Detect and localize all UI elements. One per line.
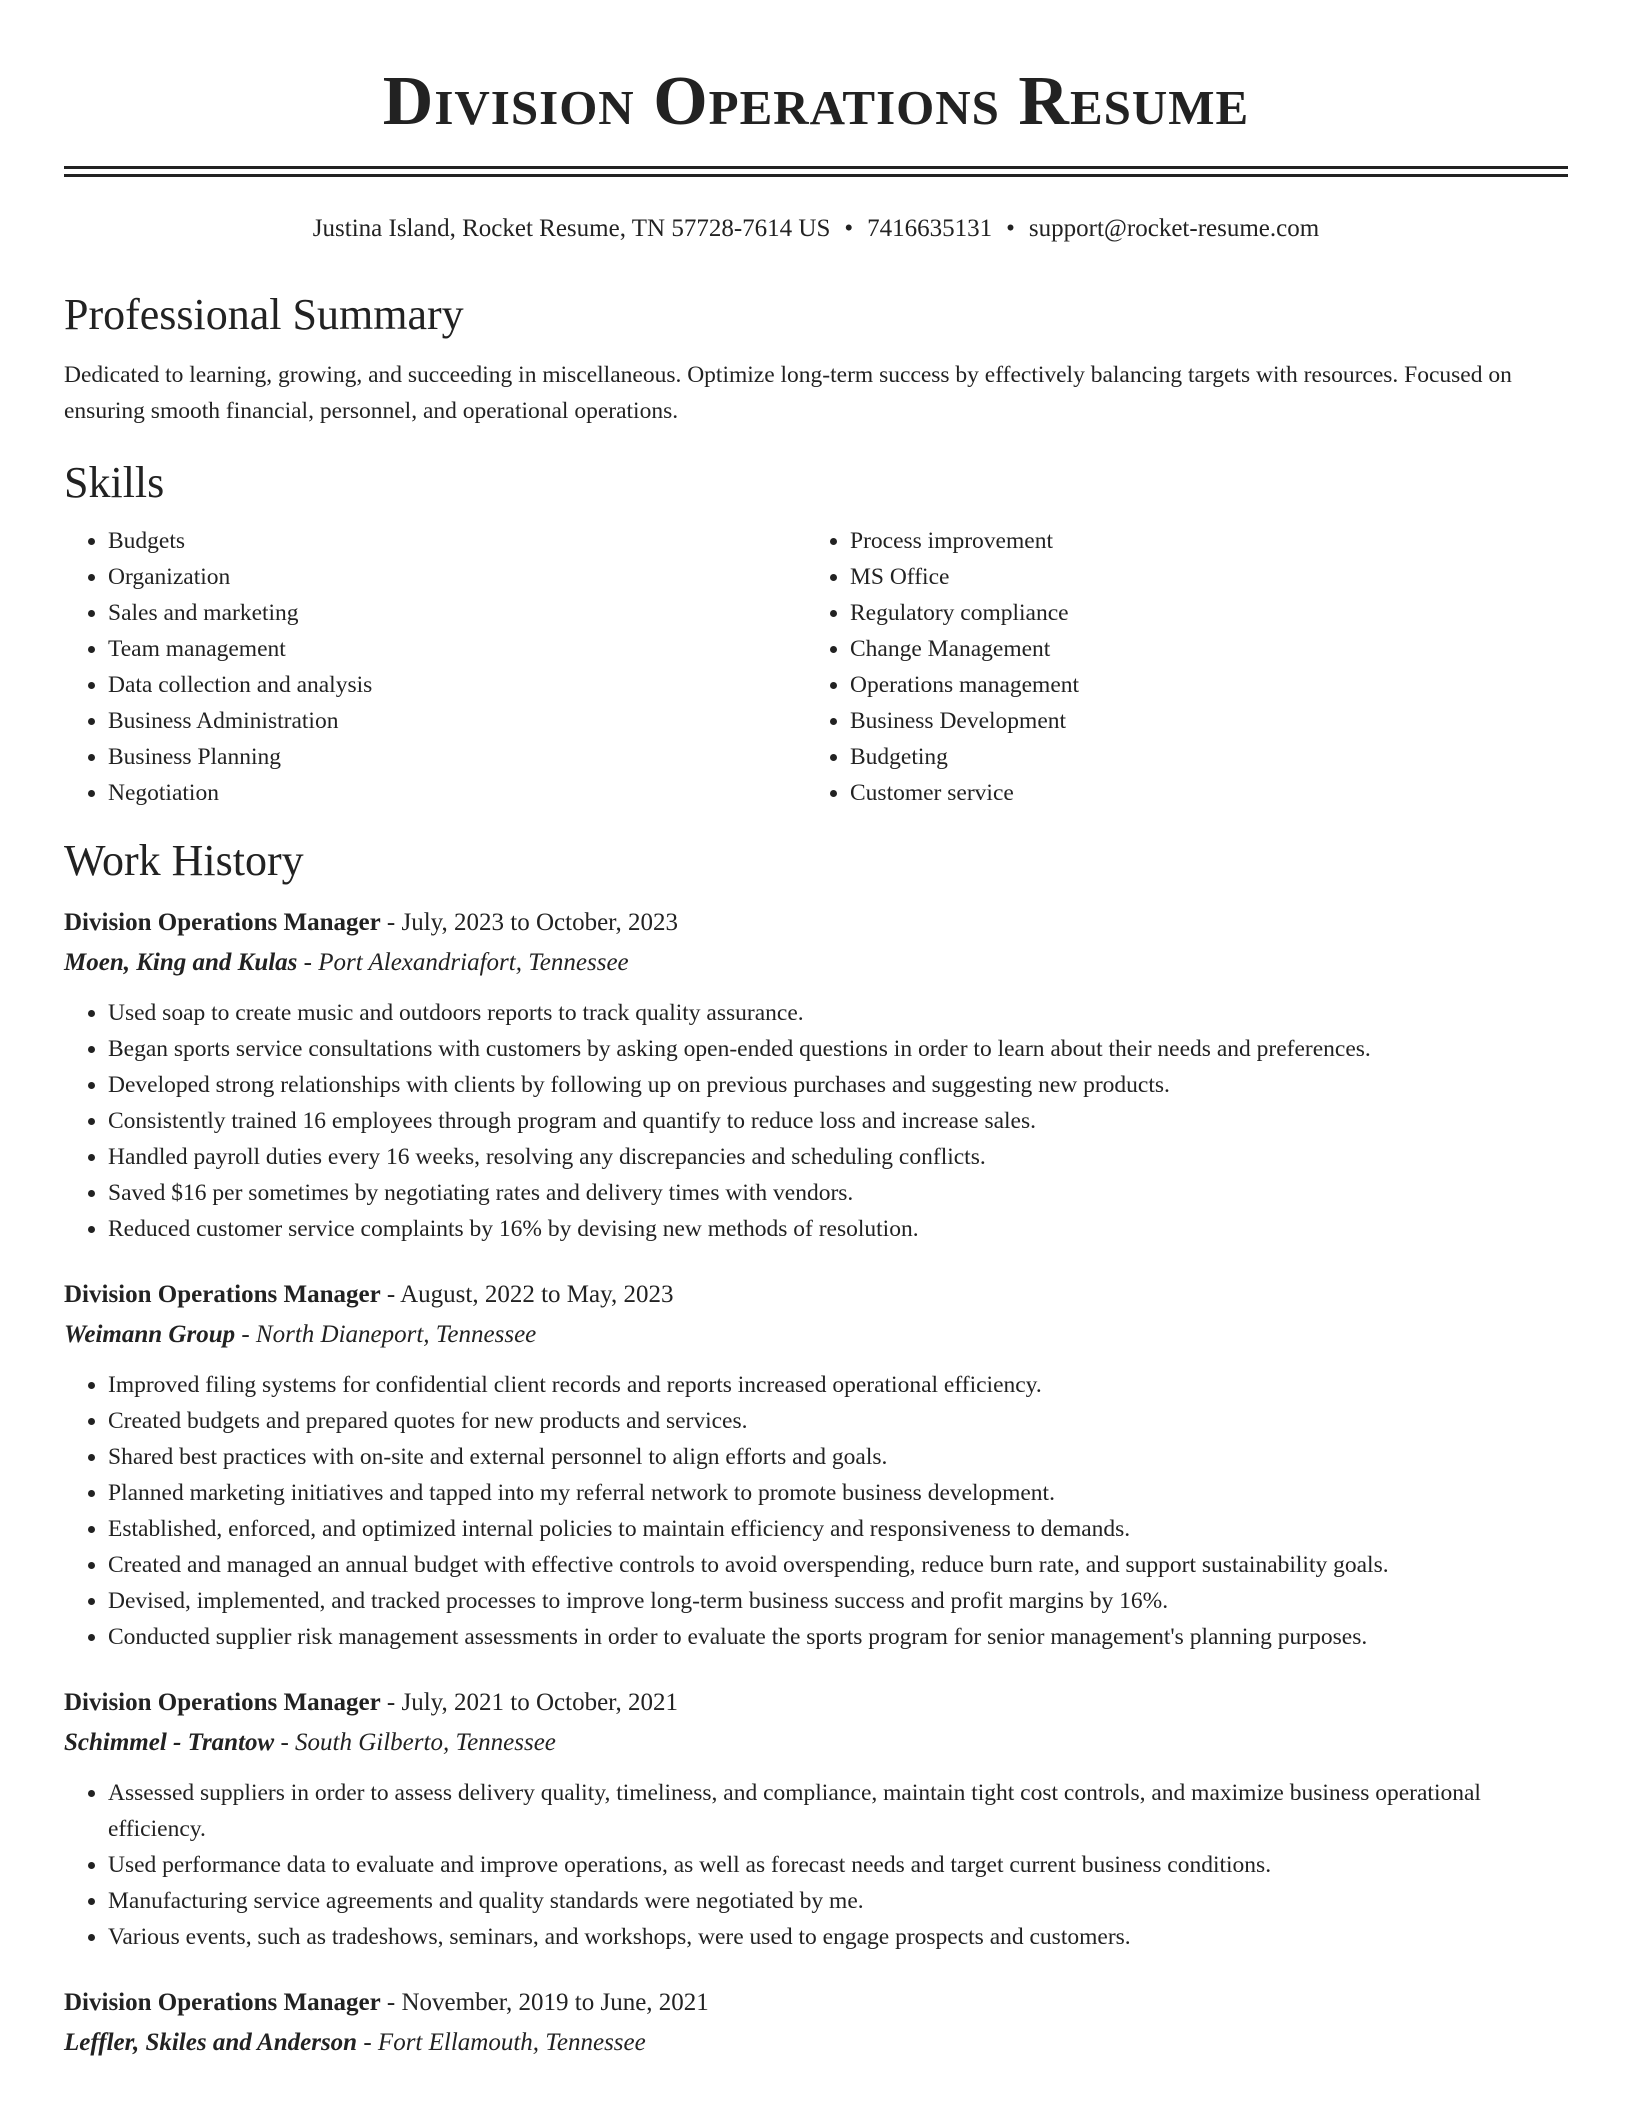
job-location: - Fort Ellamouth, Tennessee — [357, 2029, 646, 2056]
job-company-line — [64, 943, 1568, 983]
job-title-line — [64, 1983, 1568, 2023]
job-role: Division Operations Manager — [64, 1989, 381, 2016]
job-bullets — [64, 1367, 1568, 1655]
skill-item: • Process improvement — [850, 523, 1079, 559]
job-entry — [64, 903, 1568, 1247]
skill-item: • Business Development — [850, 703, 1079, 739]
contact-email: support@rocket-resume.com — [1028, 215, 1320, 242]
skill-item: • Budgets — [108, 523, 806, 559]
job-bullet: • Established, enforced, and optimized internal policies to maintain efficiency and responsiveness to demands. — [108, 1511, 1568, 1547]
skills-column-right — [806, 523, 1079, 811]
job-bullet: • Used performance data to evaluate and improve operations, as well as forecast needs and target current business conditions. — [108, 1847, 1568, 1883]
skills-heading: Skills — [64, 458, 165, 507]
skill-item: • Regulatory compliance — [850, 595, 1079, 631]
skill-item: • Customer service — [850, 775, 1079, 811]
job-bullet: • Manufacturing service agreements and quality standards were negotiated by me. — [108, 1883, 1568, 1919]
job-bullet: • Began sports service consultations with customers by asking open-ended questions in order to learn about their needs and preferences. — [108, 1031, 1568, 1067]
job-bullet: • Shared best practices with on-site and external personnel to align efforts and goals. — [108, 1439, 1568, 1475]
job-bullets — [64, 995, 1568, 1247]
job-role: Division Operations Manager — [64, 1689, 381, 1716]
contact-line — [64, 213, 1568, 245]
job-title-line — [64, 1275, 1568, 1315]
job-bullet: • Developed strong relationships with clients by following up on previous purchases and suggesting new products. — [108, 1067, 1568, 1103]
job-entry — [64, 1275, 1568, 1655]
skill-item: • Business Administration — [108, 703, 806, 739]
job-bullet: • Reduced customer service complaints by 16% by devising new methods of resolution. — [108, 1211, 1568, 1247]
job-role: Division Operations Manager — [64, 909, 381, 936]
job-dates: - August, 2022 to May, 2023 — [380, 1281, 674, 1308]
job-bullet: • Conducted supplier risk management assessments in order to evaluate the sports program for senior management's planning purposes. — [108, 1619, 1568, 1655]
job-bullet: • Saved $16 per sometimes by negotiating rates and delivery times with vendors. — [108, 1175, 1568, 1211]
job-bullet: • Consistently trained 16 employees through program and quantify to reduce loss and increase sales. — [108, 1103, 1568, 1139]
job-company: Schimmel - Trantow — [64, 1729, 275, 1756]
skill-item: • MS Office — [850, 559, 1079, 595]
skill-item: • Budgeting — [850, 739, 1079, 775]
job-title-line — [64, 1683, 1568, 1723]
skill-item: • Business Planning — [108, 739, 806, 775]
job-company-line — [64, 1723, 1568, 1763]
job-bullet: • Assessed suppliers in order to assess delivery quality, timeliness, and compliance, maintain tight cost controls, and maximize business operational efficiency. — [108, 1775, 1568, 1847]
job-bullet: • Devised, implemented, and tracked processes to improve long-term business success and profit margins by 16%. — [108, 1583, 1568, 1619]
summary-text: Dedicated to learning, growing, and succeeding in miscellaneous. Optimize long-term success by effectively balancing targets with resources. Focused on ensuring smooth financial, personnel, and operational operations. — [64, 362, 1512, 424]
skill-item: • Negotiation — [108, 775, 806, 811]
job-title-line — [64, 903, 1568, 943]
contact-separator: • — [844, 215, 854, 242]
job-bullet: • Various events, such as tradeshows, seminars, and workshops, were used to engage prospects and customers. — [108, 1919, 1568, 1955]
job-location: - North Dianeport, Tennessee — [235, 1321, 537, 1348]
skill-item: • Sales and marketing — [108, 595, 806, 631]
job-company-line — [64, 1315, 1568, 1355]
page-title: Division Operations Resume — [382, 63, 1250, 140]
job-company-line — [64, 2023, 1568, 2063]
job-dates: - November, 2019 to June, 2021 — [380, 1989, 709, 2016]
job-company: Weimann Group — [64, 1321, 236, 1348]
work-history-heading: Work History — [64, 836, 304, 885]
title-double-rule — [64, 166, 1568, 177]
job-bullet: • Planned marketing initiatives and tapped into my referral network to promote business development. — [108, 1475, 1568, 1511]
skill-item: • Data collection and analysis — [108, 667, 806, 703]
skills-column-left — [64, 523, 806, 811]
contact-phone: 7416635131 — [867, 215, 993, 242]
contact-separator: • — [1006, 215, 1015, 242]
job-bullet: • Created budgets and prepared quotes for new products and services. — [108, 1403, 1568, 1439]
job-location: - Port Alexandriafort, Tennessee — [297, 949, 629, 976]
job-entry — [64, 1683, 1568, 1955]
job-location: - South Gilberto, Tennessee — [274, 1729, 556, 1756]
job-entry — [64, 1983, 1568, 2063]
skill-item: • Team management — [108, 631, 806, 667]
job-bullets — [64, 1775, 1568, 1955]
job-dates: - July, 2023 to October, 2023 — [380, 909, 679, 936]
job-company: Leffler, Skiles and Anderson — [64, 2029, 358, 2056]
skill-item: • Change Management — [850, 631, 1079, 667]
job-bullet: • Used soap to create music and outdoors reports to track quality assurance. — [108, 995, 1568, 1031]
job-role: Division Operations Manager — [64, 1281, 381, 1308]
job-bullet: • Created and managed an annual budget with effective controls to avoid overspending, reduce burn rate, and support sustainability goals. — [108, 1547, 1568, 1583]
summary-heading: Professional Summary — [64, 290, 464, 339]
job-company: Moen, King and Kulas — [64, 949, 298, 976]
contact-address: Justina Island, Rocket Resume, TN 57728-7614 US — [312, 215, 831, 242]
skill-item: • Organization — [108, 559, 806, 595]
skill-item: • Operations management — [850, 667, 1079, 703]
job-dates: - July, 2021 to October, 2021 — [380, 1689, 679, 1716]
job-bullet: • Handled payroll duties every 16 weeks, resolving any discrepancies and scheduling conflicts. — [108, 1139, 1568, 1175]
skills-list — [64, 523, 1568, 811]
job-bullet: • Improved filing systems for confidential client records and reports increased operational efficiency. — [108, 1367, 1568, 1403]
